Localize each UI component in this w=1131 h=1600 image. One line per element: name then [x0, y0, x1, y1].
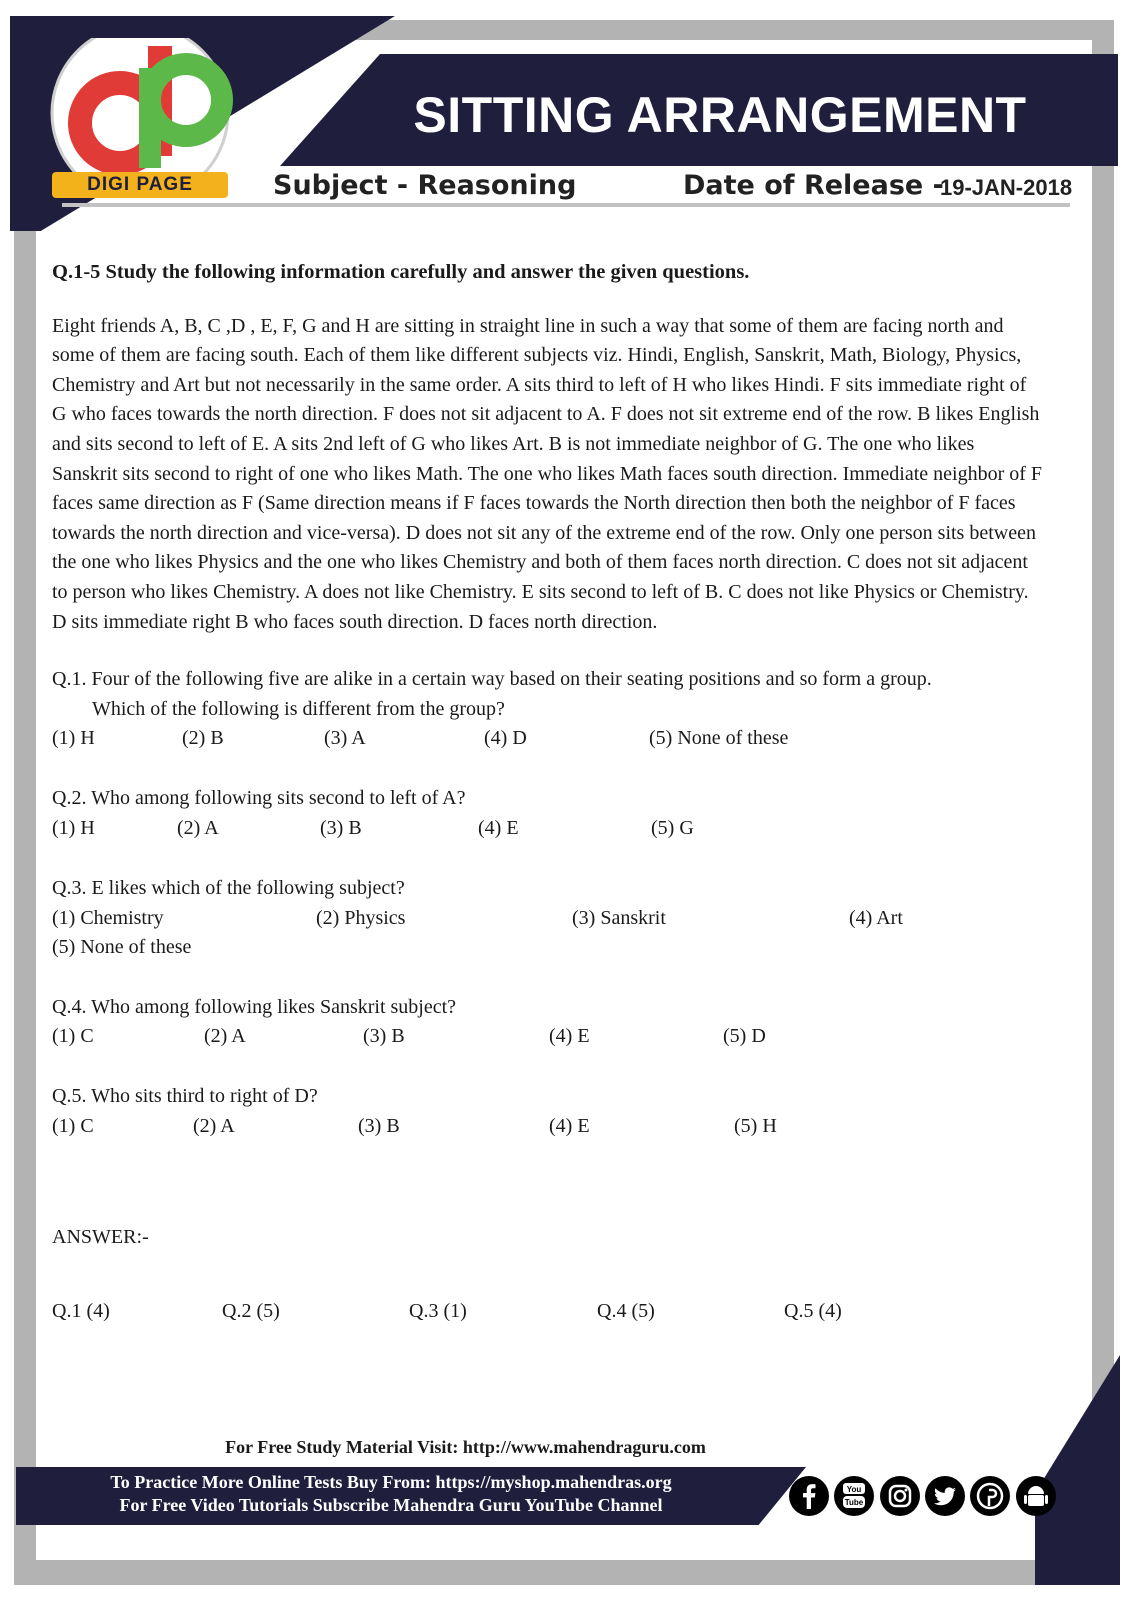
options-row [52, 814, 1042, 844]
option: (3) Sanskrit [572, 906, 666, 929]
footer-visit-text [0, 1437, 1131, 1458]
svg-text:Tube: Tube [844, 1498, 864, 1507]
answer-item: Q.5 (4) [784, 1300, 842, 1322]
option: (3) B [358, 1114, 400, 1137]
option: (1) C [52, 1114, 94, 1137]
option: (4) E [549, 1114, 590, 1137]
pinterest-icon[interactable] [968, 1474, 1012, 1518]
question-text-continuation: Which of the following is different from the group? [92, 697, 505, 720]
option: (1) Chemistry [52, 906, 164, 929]
question-1 [52, 665, 1042, 754]
question-text: Q.4. Who among following likes Sanskrit subject? [52, 995, 457, 1018]
answer-label: ANSWER:- [52, 1226, 149, 1248]
options-row [52, 1022, 1042, 1052]
option: (1) C [52, 1025, 94, 1048]
question-text [52, 665, 1042, 724]
instagram-icon[interactable] [878, 1474, 922, 1518]
options-row [52, 724, 1042, 754]
page-title: SITTING ARRANGEMENT [413, 87, 1027, 143]
option: (4) D [484, 727, 527, 750]
question-text: Q.2. Who among following sits second to left of A? [52, 787, 466, 810]
question-4 [52, 993, 1042, 1053]
option: (5) None of these [52, 936, 192, 959]
option: (1) H [52, 816, 95, 839]
option: (3) B [320, 816, 362, 839]
subject-label: Subject - Reasoning [273, 170, 577, 201]
main-content [52, 258, 1042, 1172]
option: (1) H [52, 727, 95, 750]
option: (5) H [734, 1114, 777, 1137]
question-2 [52, 784, 1042, 844]
answer-item: Q.4 (5) [597, 1300, 655, 1322]
svg-text:You: You [846, 1485, 862, 1494]
facebook-icon[interactable] [787, 1474, 831, 1518]
options-row [52, 904, 1042, 963]
footer-youtube-line[interactable]: For Free Video Tutorials Subscribe Mahendra Guru YouTube Channel [119, 1495, 663, 1515]
option: (4) Art [849, 906, 903, 929]
question-5 [52, 1082, 1042, 1142]
option: (5) D [723, 1025, 766, 1048]
option: (2) A [193, 1114, 235, 1137]
release-date: 19-JAN-2018 [940, 175, 1073, 200]
brand-badge: DIGI PAGE [52, 172, 228, 198]
question-text: Q.5. Who sits third to right of D? [52, 1085, 318, 1108]
answer-item: Q.2 (5) [222, 1300, 280, 1322]
option: (5) G [651, 816, 694, 839]
option: (2) A [177, 816, 219, 839]
option: (2) A [204, 1025, 246, 1048]
option: (5) None of these [649, 727, 789, 750]
options-row [52, 1112, 1042, 1142]
option: (4) E [549, 1025, 590, 1048]
youtube-icon[interactable] [832, 1474, 876, 1518]
answer-item: Q.3 (1) [409, 1300, 467, 1322]
section-heading: Q.1-5 Study the following information carefully and answer the given questions. [52, 261, 750, 283]
release-label: Date of Release - [683, 170, 944, 201]
header-divider [62, 203, 1070, 207]
option: (2) B [182, 727, 224, 750]
option: (2) Physics [316, 906, 406, 929]
option: (3) B [363, 1025, 405, 1048]
question-text-line: Q.1. Four of the following five are alike in a certain way based on their seating positions and so form a group. [52, 668, 932, 691]
question-text: Q.3. E likes which of the following subject? [52, 876, 405, 899]
option: (4) E [478, 816, 519, 839]
answer-key [52, 1300, 952, 1330]
footer-visit-link[interactable]: For Free Study Material Visit: http://www.mahendraguru.com [225, 1437, 706, 1457]
question-3 [52, 874, 1042, 963]
twitter-icon[interactable] [923, 1474, 967, 1518]
answer-item: Q.1 (4) [52, 1300, 110, 1322]
footer-shop-line[interactable]: To Practice More Online Tests Buy From: https://myshop.mahendras.org [110, 1472, 672, 1492]
passage: Eight friends A, B, C ,D , E, F, G and H are sitting in straight line in such a way that some of them are facing north and some of them are facing south. Each of them like different subjects viz. Hindi, English, Sanskrit, Math, Biology, Physics, Chemistry and Art but not necessarily in the same order. A sits third to left of H who likes Hindi. F sits immediate right of G who faces towards the north direction. F does not sit adjacent to A. F does not sit extreme end of the row. B likes English and sits second to left of E. A sits 2nd left of G who likes Art. B is not immediate neighbor of G. The one who likes Sanskrit sits second to right of one who likes Math. The one who likes Math faces south direction. Immediate neighbor of F faces same direction as F (Same direction means if F faces towards the North direction then both the neighbor of F faces towards the north direction and vice-versa). D does not sit any of the extreme end of the row. Only one person sits between the one who likes Physics and the one who likes Chemistry and both of them faces north direction. C does not sit adjacent to person who likes Chemistry. A does not like Chemistry. E sits second to left of B. C does not like Physics or Chemistry. D sits immediate right B who faces south direction. D faces north direction. [52, 314, 1043, 633]
android-icon[interactable] [1014, 1474, 1058, 1518]
option: (3) A [324, 727, 366, 750]
